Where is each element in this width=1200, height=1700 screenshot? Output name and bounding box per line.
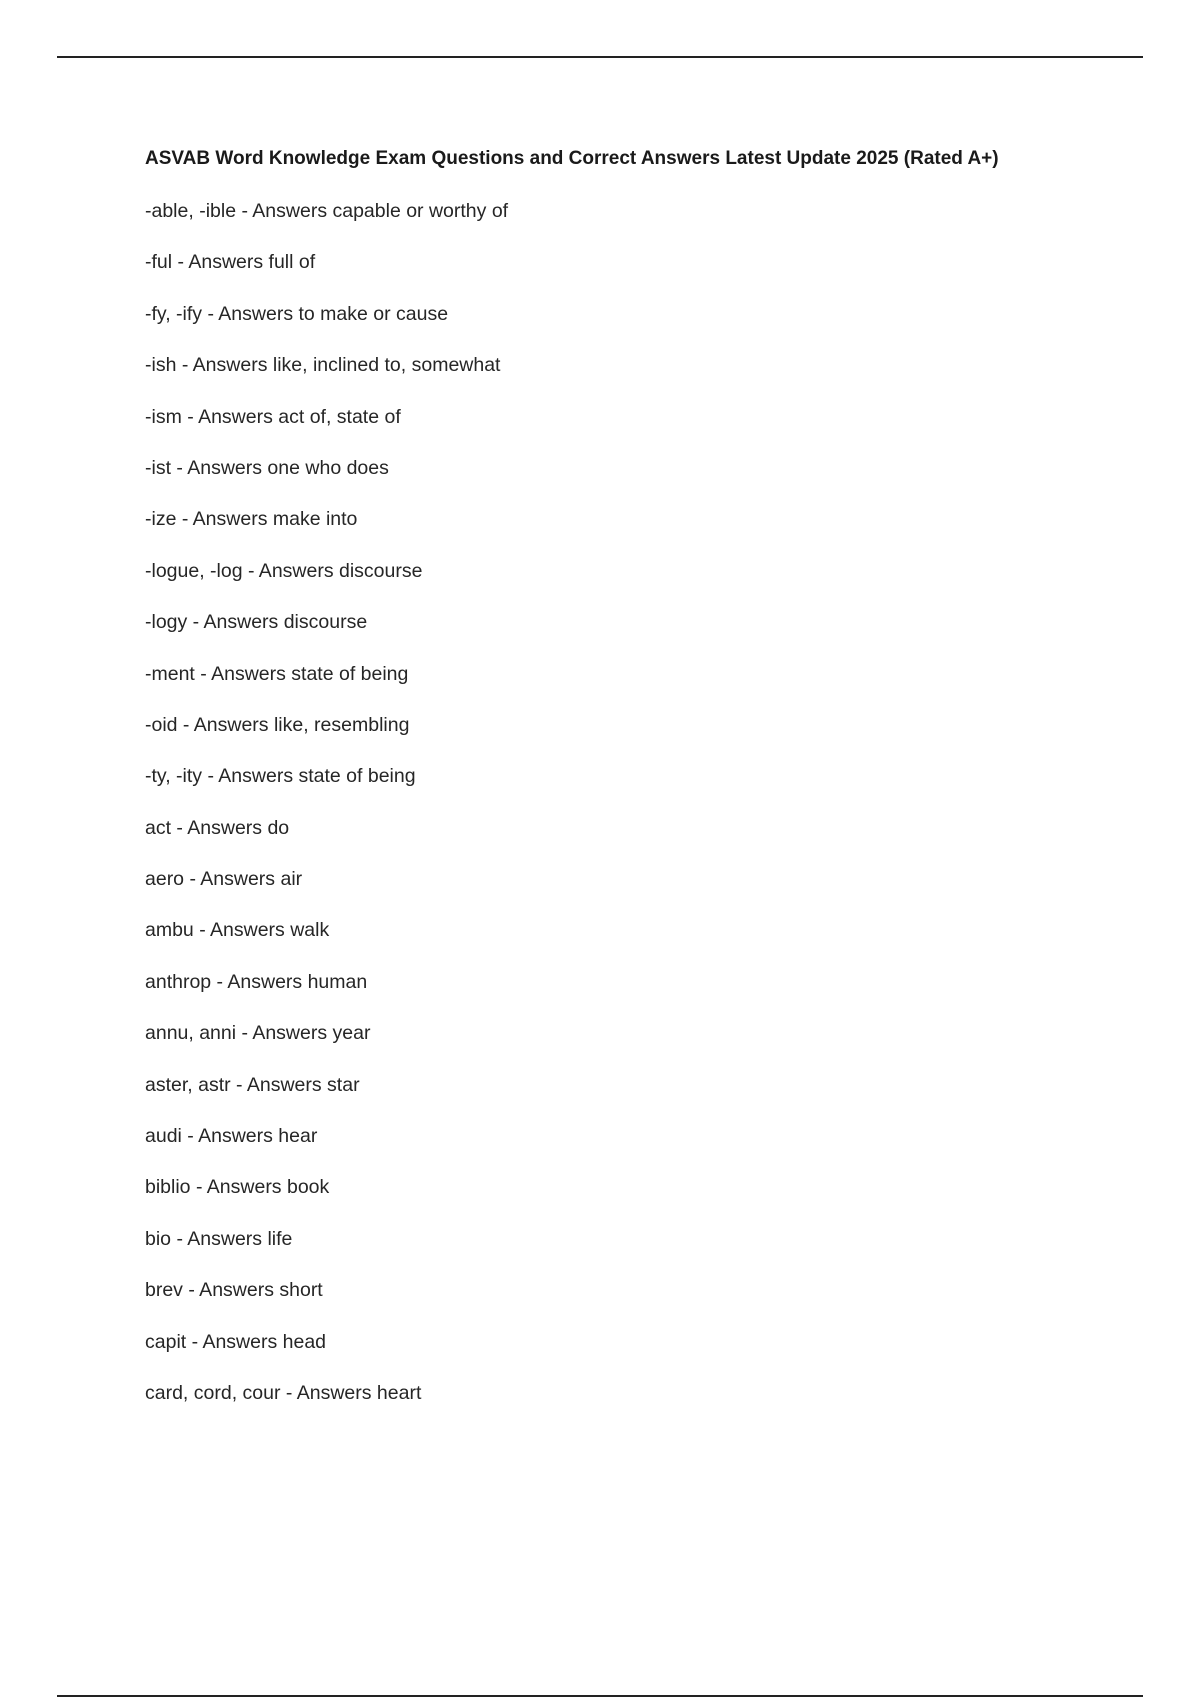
header-rule	[57, 56, 1143, 58]
qa-item: card, cord, cour - Answers heart	[145, 1381, 422, 1404]
qa-item: aero - Answers air	[145, 868, 303, 891]
qa-item: -ment - Answers state of being	[145, 662, 409, 685]
qa-item: -ist - Answers one who does	[145, 456, 389, 479]
qa-item: -able, -ible - Answers capable or worthy of	[145, 200, 509, 222]
qa-item: ambu - Answers walk	[145, 919, 330, 942]
qa-item: -oid - Answers like, resembling	[145, 713, 410, 736]
qa-item: anthrop - Answers human	[145, 970, 368, 993]
qa-item: -ty, -ity - Answers state of being	[145, 765, 416, 788]
qa-item: bio - Answers life	[145, 1227, 293, 1250]
qa-item: biblio - Answers book	[145, 1176, 330, 1199]
footer-rule	[57, 1695, 1143, 1697]
qa-item: act - Answers do	[145, 816, 290, 839]
qa-item: -ish - Answers like, inclined to, somewhat	[145, 354, 501, 377]
document-title: ASVAB Word Knowledge Exam Questions and Correct Answers Latest Update 2025 (Rated A+)	[145, 148, 999, 169]
qa-item: capit - Answers head	[145, 1330, 327, 1353]
qa-item: -ful - Answers full of	[145, 251, 316, 274]
qa-item: -logue, -log - Answers discourse	[145, 559, 423, 582]
qa-item: -ism - Answers act of, state of	[145, 405, 401, 428]
qa-item: -logy - Answers discourse	[145, 611, 368, 634]
qa-item: -ize - Answers make into	[145, 508, 358, 531]
qa-item: brev - Answers short	[145, 1279, 323, 1302]
qa-item: audi - Answers hear	[145, 1125, 318, 1148]
qa-item: annu, anni - Answers year	[145, 1022, 371, 1045]
qa-list	[145, 198, 508, 1431]
qa-item: aster, astr - Answers star	[145, 1073, 360, 1096]
qa-item: -fy, -ify - Answers to make or cause	[145, 302, 449, 325]
